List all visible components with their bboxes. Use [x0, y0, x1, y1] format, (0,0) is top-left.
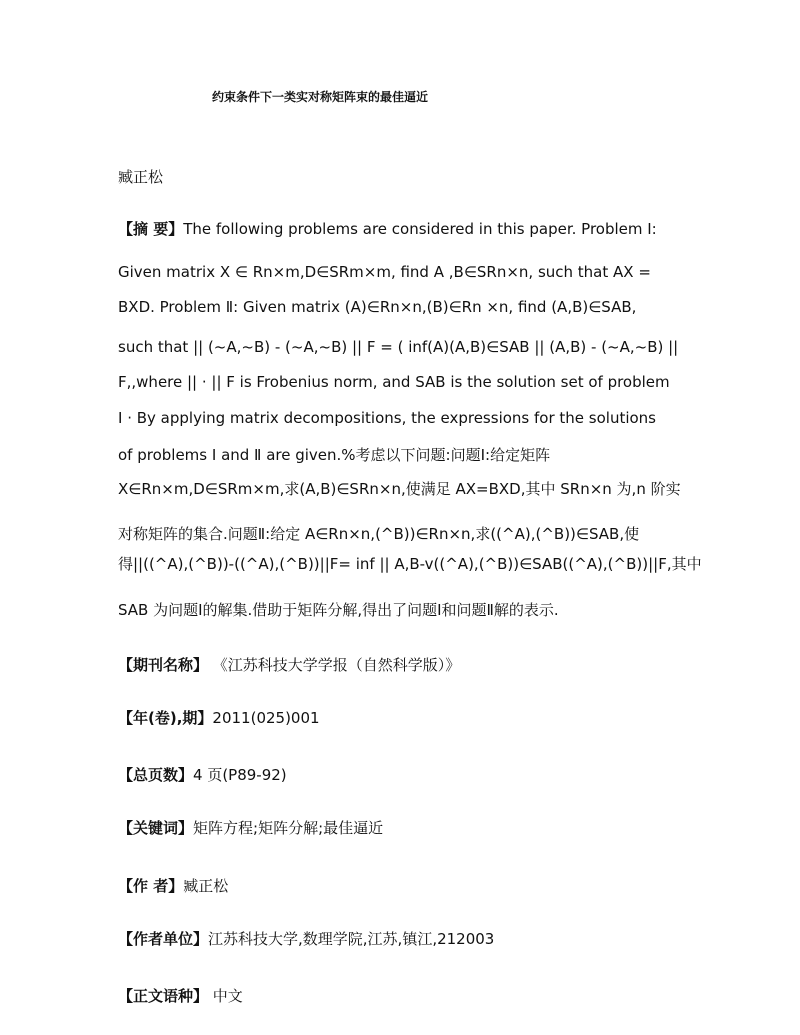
abstract-label: 【摘 要】: [118, 220, 184, 238]
field-keywords: [118, 817, 383, 838]
document-title: 约束条件下一类实对称矩阵束的最佳逼近: [212, 90, 429, 104]
field-journal-name: [118, 654, 460, 675]
field-value: 中文: [208, 987, 243, 1005]
field-value: 江苏科技大学,数理学院,江苏,镇江,212003: [208, 930, 495, 948]
abstract-line: 对称矩阵的集合.问题Ⅱ:给定 A∈Rn×n,(^B))∈Rn×n,求((^A),(^B))∈SAB,使: [118, 525, 640, 543]
abstract-line: BXD. Problem Ⅱ: Given matrix (A)∈Rn×n,(B)∈Rn ×n, find (A,B)∈SAB,: [118, 298, 637, 316]
field-label: 【正文语种】: [118, 987, 209, 1005]
abstract-line: [118, 218, 657, 239]
field-value: 矩阵方程;矩阵分解;最佳逼近: [193, 819, 384, 837]
field-label: 【关键词】: [118, 819, 194, 837]
field-year-volume-issue: [118, 707, 320, 728]
field-label: 【期刊名称】: [118, 656, 209, 674]
field-label: 【年(卷),期】: [118, 709, 213, 727]
field-value: 《江苏科技大学学报（自然科学版）》: [208, 656, 461, 674]
field-label: 【作 者】: [118, 877, 184, 895]
field-value: 4 页(P89-92): [193, 766, 287, 784]
field-author: [118, 875, 228, 896]
abstract-line: F,,where || · || F is Frobenius norm, and SAB is the solution set of problem: [118, 373, 670, 391]
author-name: 臧正松: [118, 168, 164, 186]
field-label: 【总页数】: [118, 766, 194, 784]
abstract-line: Ⅰ · By applying matrix decompositions, the expressions for the solutions: [118, 409, 656, 427]
abstract-line: SAB 为问题Ⅰ的解集.借助于矩阵分解,得出了问题Ⅰ和问题Ⅱ解的表示.: [118, 601, 559, 619]
field-affiliation: [118, 928, 494, 949]
field-value: 2011(025)001: [212, 709, 320, 727]
field-total-pages: [118, 764, 287, 785]
abstract-line: X∈Rn×m,D∈SRm×m,求(A,B)∈SRn×n,使满足 AX=BXD,其中 SRn×n 为,n 阶实: [118, 480, 681, 498]
field-value: 臧正松: [183, 877, 229, 895]
abstract-line: 得||((^A),(^B))-((^A),(^B))||F= inf || A,B-v((^A),(^B))∈SAB((^A),(^B))||F,其中: [118, 555, 702, 573]
abstract-line: Given matrix X ∈ Rn×m,D∈SRm×m, find A ,B∈SRn×n, such that AX =: [118, 263, 651, 281]
abstract-line: of problems Ⅰ and Ⅱ are given.%考虑以下问题:问题Ⅰ:给定矩阵: [118, 446, 551, 464]
abstract-line: such that || (~A,~B) - (~A,~B) || F = ( inf(A)(A,B)∈SAB || (A,B) - (~A,~B) ||: [118, 338, 679, 356]
field-label: 【作者单位】: [118, 930, 209, 948]
abstract-text: The following problems are considered in this paper. Problem Ⅰ:: [183, 220, 657, 238]
field-language: [118, 985, 243, 1006]
